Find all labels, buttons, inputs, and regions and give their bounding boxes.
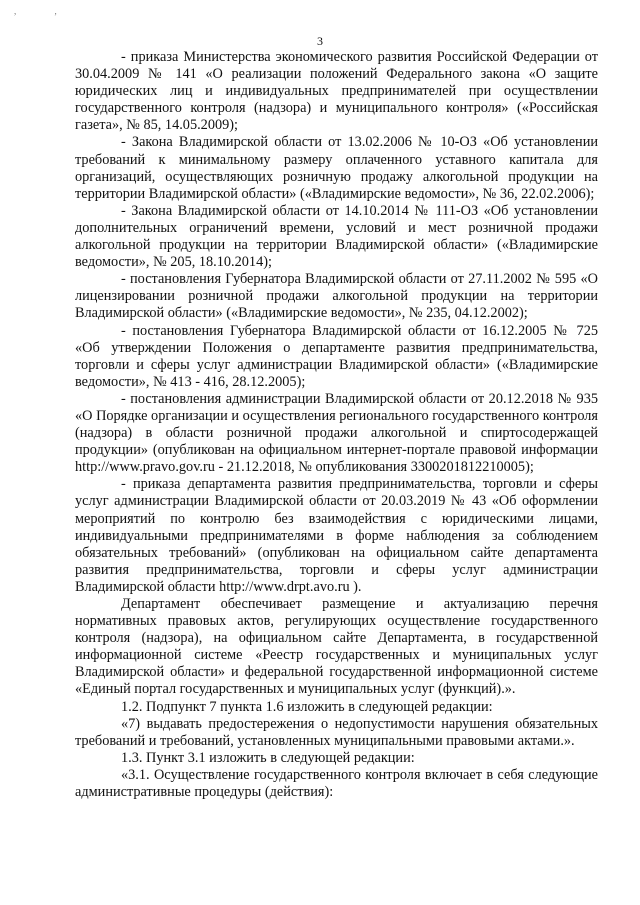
page-number: 3 [317,34,323,48]
scan-corner-marks: , , [14,6,75,16]
paragraph-5: - постановления Губернатора Владимирской области от 16.12.2005 № 725 «Об утверждении Положения о департаменте развития предпринимательства, торговли и сферы услуг администрации Владимирской области» («Владимирские ведомости», № 413 - 416, 28.12.2005); [75,322,598,390]
paragraph-8: Департамент обеспечивает размещение и актуализацию перечня нормативных правовых актов, регулирующих осуществление государственного контроля (надзора), на официальном сайте Департамента, в государственной информационной системе «Реестр государственных и муниципальных услуг Владимирской области» и федеральной государственной информационной системе «Единый портал государственных и муниципальных услуг (функций).». [75,596,598,698]
paragraph-10: «7) выдавать предостережения о недопустимости нарушения обязательных требований и требований, установленных муниципальными правовыми актами.». [75,715,598,749]
paragraph-3: - Закона Владимирской области от 14.10.2014 № 111-ОЗ «Об установлении дополнительных ограничений времени, условий и мест розничной продажи алкогольной продукции на территории Владимирской области» («Владимирские ведомости», № 205, 18.10.2014); [75,202,598,271]
paragraph-11: 1.3. Пункт 3.1 изложить в следующей редакции: [121,749,415,766]
paragraph-1: - приказа Министерства экономического развития Российской Федерации от 30.04.2009 № 141 «О реализации положений Федерального закона «О защите юридических лиц и индивидуальных предпринимателей при осуществлении государственного контроля (надзора) и муниципального контроля» («Российская газета», № 85, 14.05.2009); [75,49,598,134]
document-body [75,49,598,801]
paragraph-4: - постановления Губернатора Владимирской области от 27.11.2002 № 595 «О лицензировании розничной продажи алкогольной продукции на территории Владимирской области» («Владимирские ведомости», № 235, 04.12.2002); [75,271,598,322]
paragraph-6: - постановления администрации Владимирской области от 20.12.2018 № 935 «О Порядке организации и осуществления регионального государственного контроля (надзора) в области розничной продажи алкогольной и спиртосодержащей продукции» (опубликован на официальном интернет-портале правовой информации http://www.pravo.gov.ru - 21.12.2018, № опубликования 3300201812210005); [75,390,598,476]
paragraph-2: - Закона Владимирской области от 13.02.2006 № 10-ОЗ «Об установлении требований к минимальному размеру оплаченного уставного капитала для организаций, осуществляющих розничную продажу алкогольной продукции на территории Владимирской области» («Владимирские ведомости», № 36, 22.02.2006); [75,134,598,202]
paragraph-9: 1.2. Подпункт 7 пункта 1.6 изложить в следующей редакции: [121,698,493,715]
paragraph-7: - приказа департамента развития предпринимательства, торговли и сферы услуг администрации Владимирской области от 20.03.2019 № 43 «Об оформлении мероприятий по контролю без взаимодействия с юридическими лицами, индивидуальными предпринимателями в форме наблюдения за соблюдением обязательных требований» (опубликован на официальном сайте департамента развития предпринимательства, торговли и сферы услуг администрации Владимирской области http://www.drpt.avo.ru ). [75,476,598,595]
paragraph-12: «3.1. Осуществление государственного контроля включает в себя следующие административные процедуры (действия): [75,766,598,801]
